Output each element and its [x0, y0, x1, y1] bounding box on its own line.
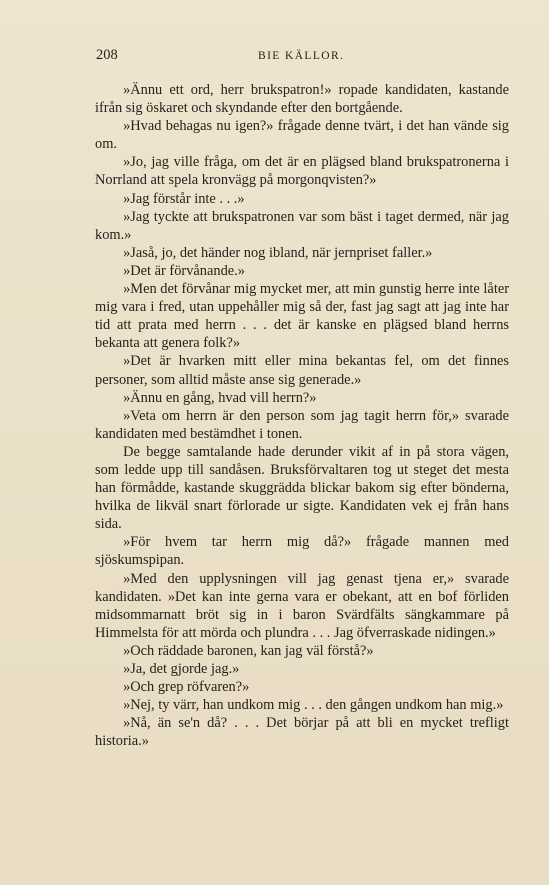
paragraph: De begge samtalande hade derunder vikit af in på stora vägen, som ledde upp till sandåsen. Bruksförvaltaren tog ut steget det mesta han förmådde, kastande skuggrädda blickar bakom sig efter bönderna, hvilka de likväl snart förlorade ur sigte. Kandidaten vek ej från hans sida. — [95, 443, 509, 533]
paragraph: »Men det förvånar mig mycket mer, att min gunstig herre inte låter mig vara i fred, utan uppehåller mig så der, fast jag sagt att jag inte har tid att prata med herrn . . . det är kanske en plägsed bland herrns bekanta att genera folk?» — [95, 281, 509, 352]
paragraph: »Nej, ty värr, han undkom mig . . . den gången undkom han mig.» — [123, 697, 504, 714]
paragraph: »Ännu ett ord, herr brukspatron!» ropade kandidaten, kastande ifrån sig öskaret och skyndande efter den bortgående. — [95, 82, 509, 117]
paragraph: »Ja, det gjorde jag.» — [123, 661, 240, 677]
paragraph: »Jo, jag ville fråga, om det är en plägsed bland brukspatronerna i Norrland att spela kronvägg på morgonqvisten?» — [95, 154, 509, 189]
body-text — [95, 81, 509, 750]
paragraph: »Jaså, jo, det händer nog ibland, när jernpriset faller.» — [123, 244, 433, 261]
paragraph: »Veta om herrn är den person som jag tagit herrn för,» svarade kandidaten med bestämdhet i tonen. — [95, 407, 509, 442]
paragraph: »Och grep röfvaren?» — [123, 679, 250, 696]
paragraph: »För hvem tar herrn mig då?» frågade mannen med sjöskumspipan. — [95, 534, 509, 569]
paragraph: »Jag förstår inte . . .» — [123, 190, 245, 207]
running-head: BIE KÄLLOR. — [258, 50, 345, 62]
page-number: 208 — [96, 47, 118, 63]
paragraph: »Med den upplysningen vill jag genast tjena er,» svarade kandidaten. »Det kan inte gerna vara er obekant, att en bof förliden midsommarnatt bröt sig in i baron Svärdfälts sängkammare på Himmelsta för att mörda och plundra . . . Jag öfverraskade nidingen.» — [95, 570, 509, 641]
paragraph: »Och räddade baronen, kan jag väl förstå?» — [123, 642, 374, 659]
paragraph: »Ännu en gång, hvad vill herrn?» — [123, 389, 317, 406]
paragraph: »Nå, än se'n då? . . . Det börjar på att bli en mycket trefligt historia.» — [95, 715, 509, 750]
page-header — [96, 44, 510, 66]
paragraph: »Hvad behagas nu igen?» frågade denne tvärt, i det han vände sig om. — [95, 118, 509, 153]
paragraph: »Det är hvarken mitt eller mina bekantas fel, om det finnes personer, som alltid måste anse sig generade.» — [95, 353, 509, 388]
paragraph: »Det är förvånande.» — [123, 262, 245, 279]
paragraph: »Jag tyckte att brukspatronen var som bäst i taget dermed, när jag kom.» — [95, 208, 509, 243]
